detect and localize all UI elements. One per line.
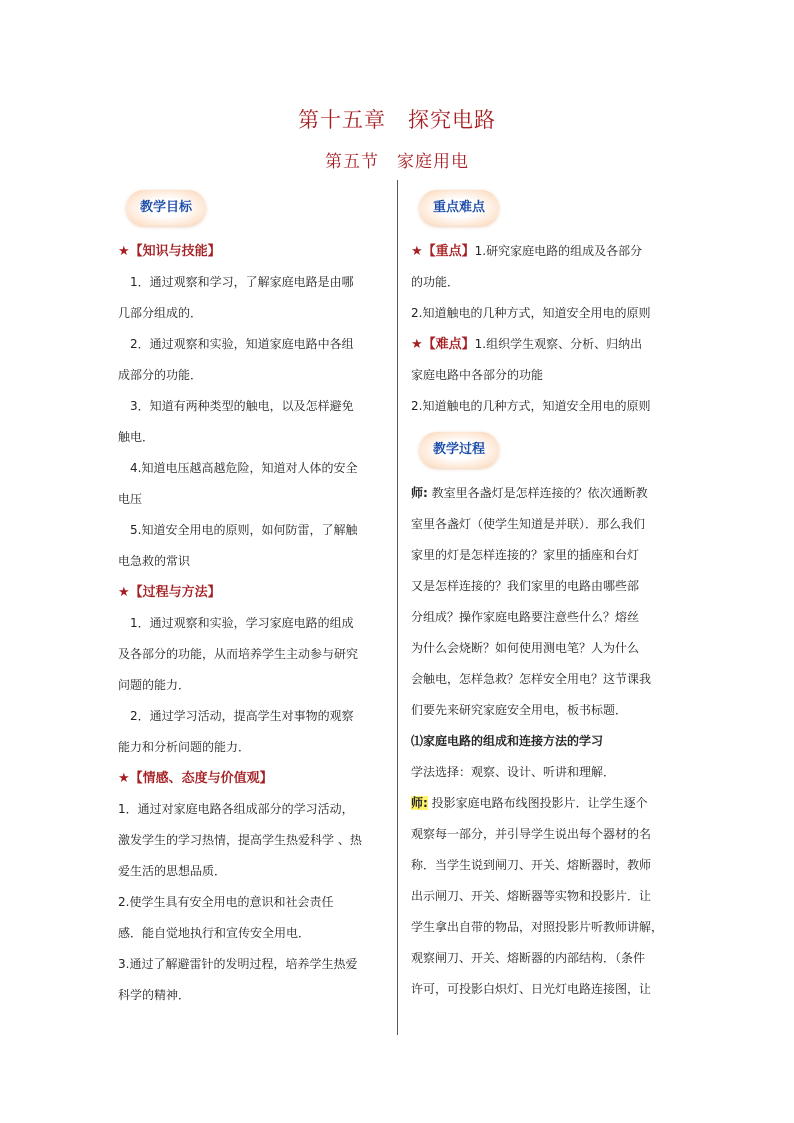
text-line: 激发学生的学习热情，提高学生热爱科学 、热	[118, 833, 362, 847]
text-line: 5.知道安全用电的原则，如何防雷，了解触	[130, 523, 358, 537]
column-divider	[397, 180, 398, 1035]
text-line: 教室里各盏灯是怎样连接的？依次通断教	[427, 486, 648, 500]
text-line: 们要先来研究家庭安全用电，板书标题．	[411, 703, 628, 717]
left-column	[118, 190, 380, 1011]
text-line: 观察闸刀、开关、熔断器的内部结构．（条件	[411, 951, 646, 965]
text-line: 4.知道电压越高越危险，知道对人体的安全	[130, 461, 358, 475]
teacher-label: 师:	[411, 486, 428, 500]
heading-knowledge-skills: ★【知识与技能】	[118, 244, 221, 259]
heading-emotion-values: ★【情感、态度与价值观】	[118, 771, 273, 786]
text-line: 电急救的常识	[118, 554, 191, 568]
text-line: 能力和分析问题的能力．	[118, 740, 251, 754]
text-line: 2．通过学习活动，提高学生对事物的观察	[130, 709, 354, 723]
text-line: 3．知道有两种类型的触电，以及怎样避免	[130, 399, 354, 413]
text-line: 许可，可投影白炽灯、日光灯电路连接图，让	[411, 982, 652, 996]
badge-teaching-goals: 教学目标	[126, 190, 206, 226]
right-column	[411, 190, 681, 1005]
heading-process-methods: ★【过程与方法】	[118, 585, 221, 600]
text-line: 家里的灯是怎样连接的？家里的插座和台灯	[411, 548, 640, 562]
text-line: 2.使学生具有安全用电的意识和社会责任	[118, 895, 334, 909]
text-line: 分组成？操作家庭电路要注意些什么？熔丝	[411, 610, 640, 624]
text-line: 家庭电路中各部分的功能	[411, 368, 544, 382]
text-line: 会触电，怎样急救？怎样安全用电？这节课我	[411, 672, 652, 686]
text-line: 出示闸刀、开关、熔断器等实物和投影片．让	[411, 889, 652, 903]
text-line: 触电．	[118, 430, 155, 444]
text-line: 1.组织学生观察、分析、归纳出	[474, 337, 643, 351]
chapter-title: 第十五章 探究电路	[298, 108, 496, 132]
heading-difficulty: ★【难点】	[411, 337, 475, 352]
text-line: 1．通过观察和实验，学习家庭电路的组成	[130, 616, 354, 630]
text-line: 室里各盏灯（使学生知道是并联）．那么我们	[411, 517, 646, 531]
text-line: 2.知道触电的几种方式，知道安全用电的原则	[411, 306, 651, 320]
text-line: 成部分的功能．	[118, 368, 203, 382]
teacher-label-highlighted: 师:	[411, 796, 428, 810]
text-line: 又是怎样连接的？我们家里的电路由哪些部	[411, 579, 640, 593]
badge-teaching-process: 教学过程	[419, 432, 499, 468]
text-line: 几部分组成的．	[118, 306, 203, 320]
text-line: 为什么会烧断？如何使用测电笔？人为什么	[411, 641, 640, 655]
text-line: 学生拿出自带的物品，对照投影片听教师讲解，	[411, 920, 664, 934]
text-line: 学法选择：观察、设计、听讲和理解．	[411, 765, 616, 779]
text-line: 1．通过对家庭电路各组成部分的学习活动，	[118, 802, 354, 816]
text-line: 及各部分的功能，从而培养学生主动参与研究	[118, 647, 359, 661]
subheading-circuit-structure: ⑴家庭电路的组成和连接方法的学习	[411, 734, 604, 748]
text-line: 科学的精神．	[118, 988, 191, 1002]
text-line: 问题的能力．	[118, 678, 191, 692]
text-line: 2.知道触电的几种方式，知道安全用电的原则	[411, 399, 651, 413]
text-line: 电压	[118, 492, 143, 506]
text-line: 的功能．	[411, 275, 460, 289]
text-line: 2．通过观察和实验，知道家庭电路中各组	[130, 337, 354, 351]
text-line: 感．能自觉地执行和宣传安全用电．	[118, 926, 311, 940]
text-line: 观察每一部分，并引导学生说出每个器材的名	[411, 827, 652, 841]
text-line: 投影家庭电路布线图投影片．让学生逐个	[427, 796, 648, 810]
heading-key-point: ★【重点】	[411, 244, 475, 259]
section-title: 第五节 家庭用电	[325, 152, 469, 172]
text-line: 1．通过观察和学习，了解家庭电路是由哪	[130, 275, 354, 289]
badge-key-points: 重点难点	[419, 190, 499, 226]
text-line: 爱生活的思想品质．	[118, 864, 227, 878]
text-line: 3.通过了解避雷针的发明过程，培养学生热爱	[118, 957, 358, 971]
text-line: 称．当学生说到闸刀、开关、熔断器时，教师	[411, 858, 652, 872]
text-line: 1.研究家庭电路的组成及各部分	[474, 244, 643, 258]
